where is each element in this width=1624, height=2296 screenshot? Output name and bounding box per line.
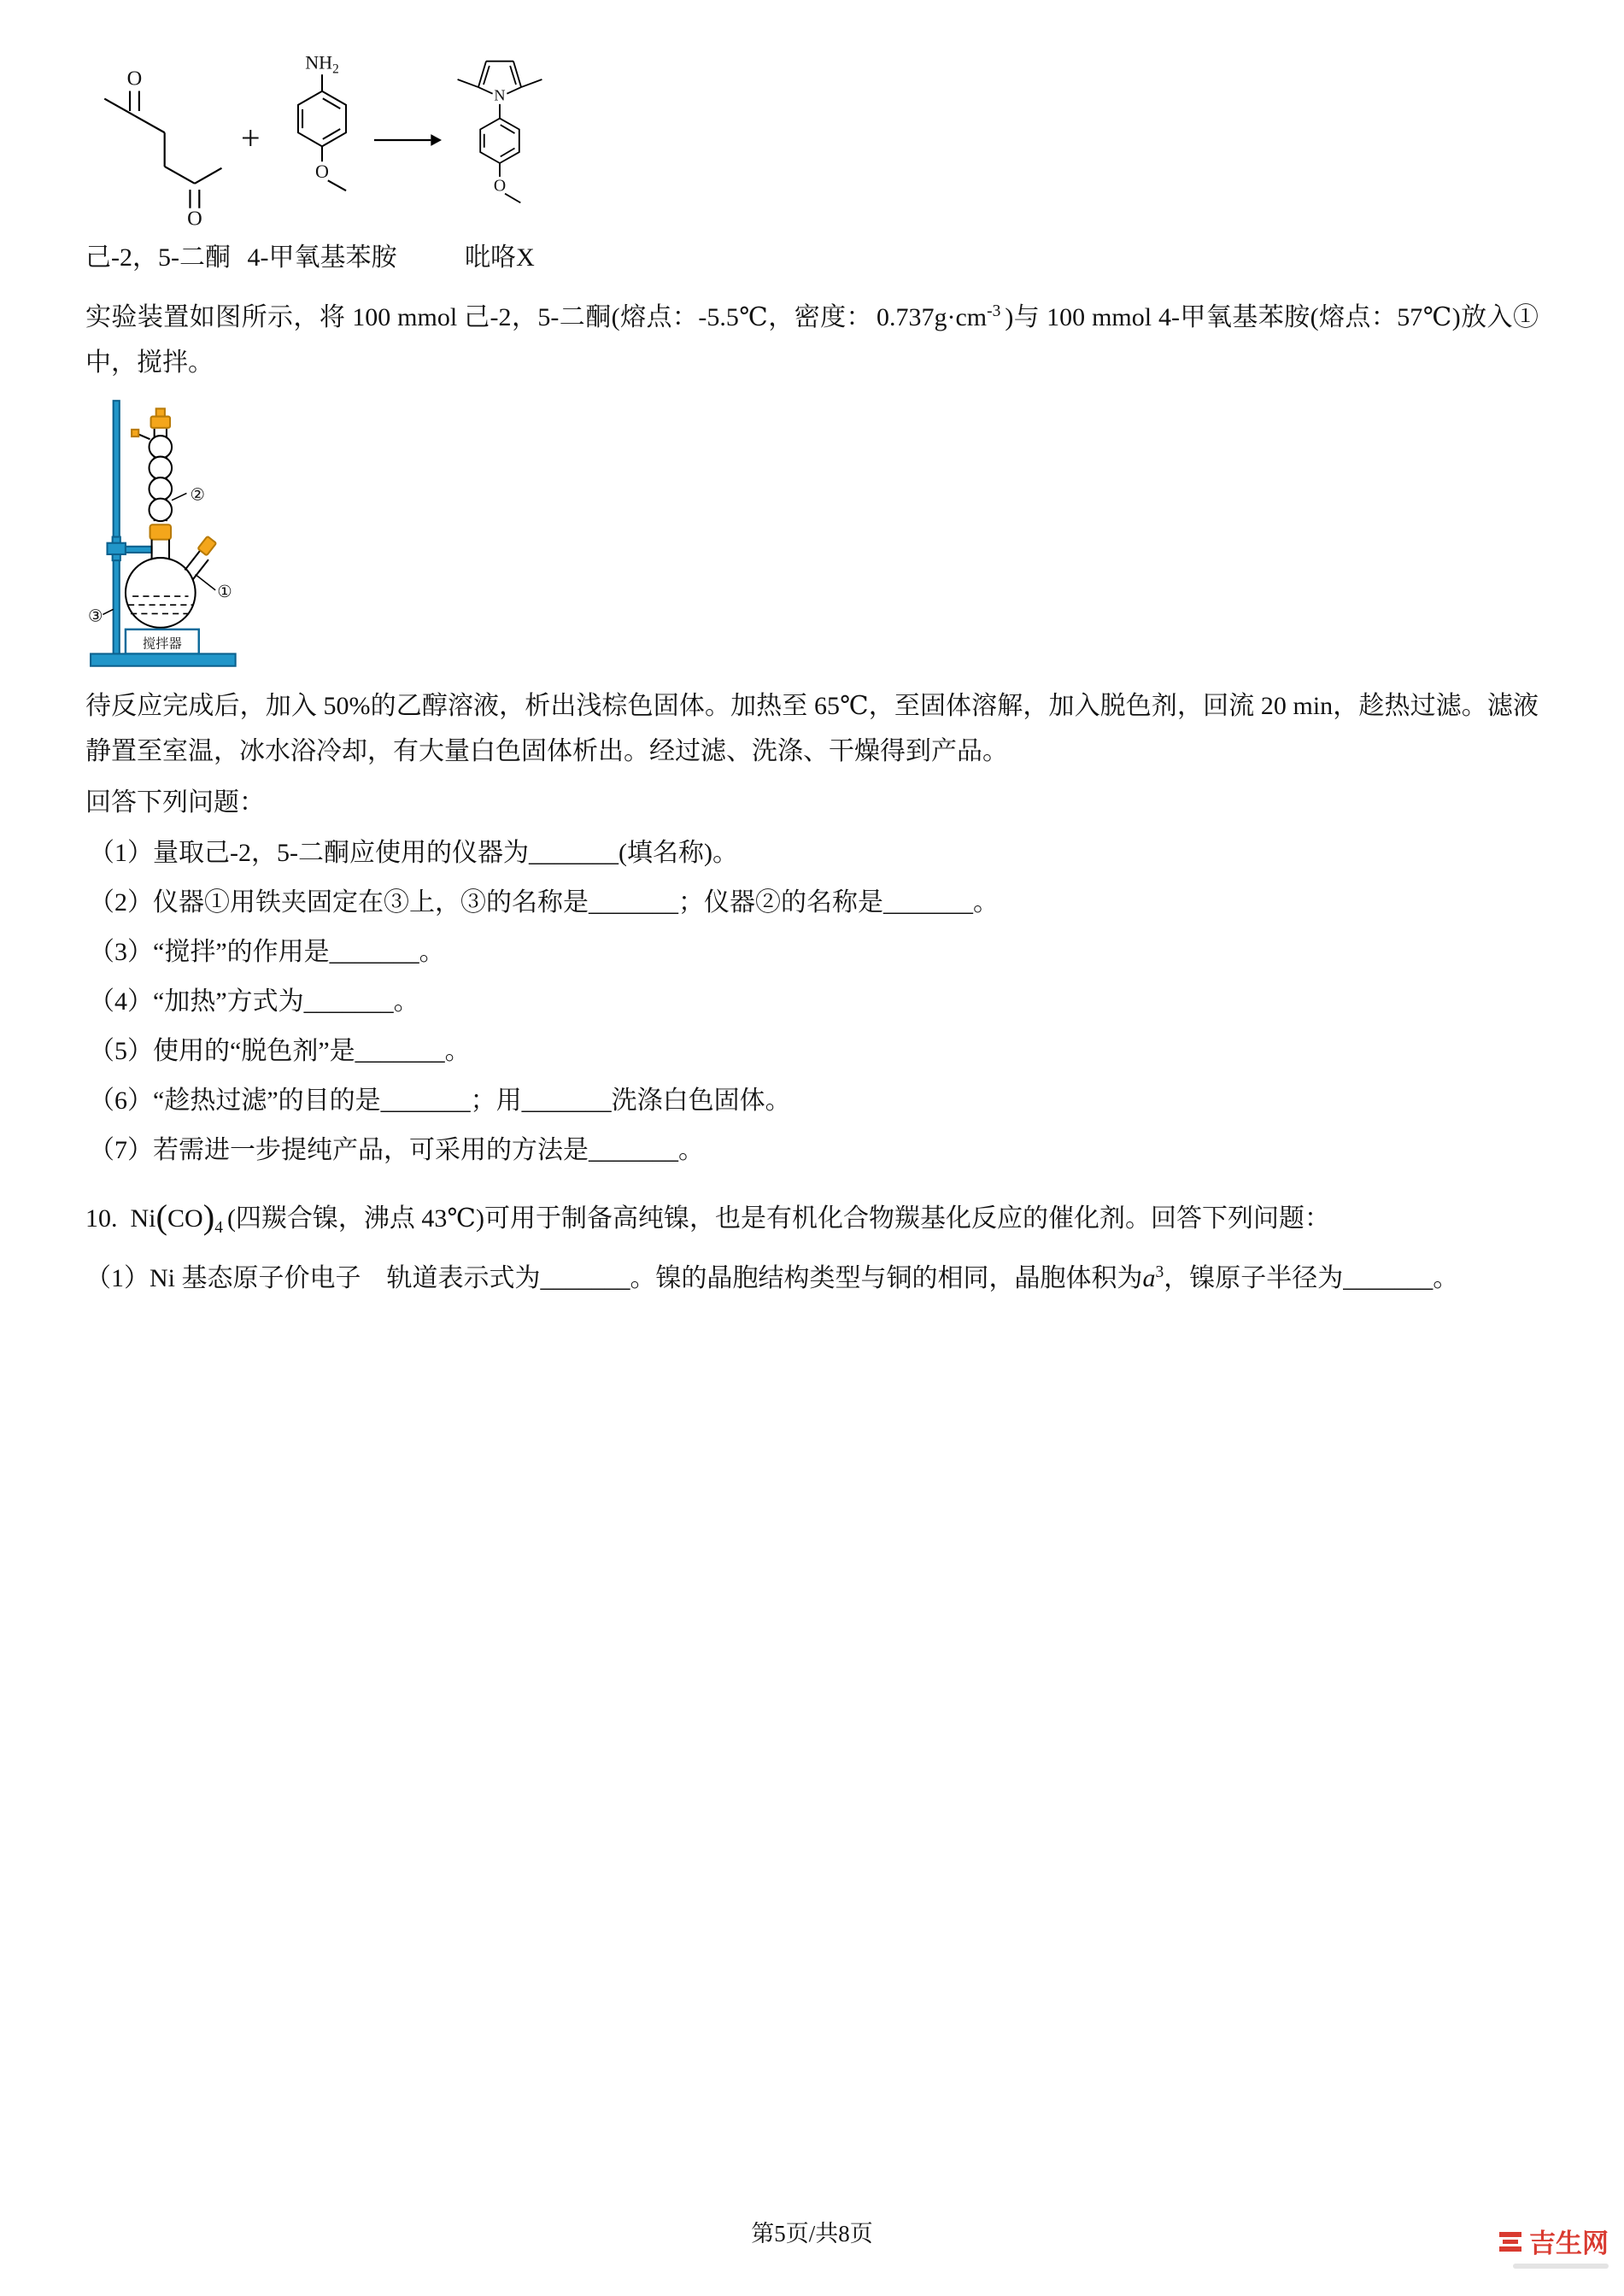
oxygen-atom-label: O xyxy=(315,160,329,182)
apparatus-figure xyxy=(87,397,1539,677)
cell-volume-variable: a xyxy=(1142,1263,1156,1292)
methoxyaniline-structure xyxy=(278,51,366,222)
intro-paragraph xyxy=(85,296,1539,385)
q10-intro xyxy=(85,1186,1539,1249)
condenser-side-tap xyxy=(132,430,138,436)
product-label: 吡咯X xyxy=(465,243,535,272)
label-flask: ① xyxy=(217,583,232,602)
stirrer xyxy=(126,630,199,654)
question-item-1: （1）量取己-2，5-二酮应使用的仪器为_______(填名称)。 xyxy=(89,839,738,867)
nickel-carbonyl-formula: $Ni(CO)_4$ xyxy=(130,1198,223,1237)
site-watermark xyxy=(1498,2222,1609,2269)
pyrrole-product-structure xyxy=(451,50,548,212)
question-item-7: （7）若需进一步提纯产品，可采用的方法是_______。 xyxy=(89,1136,704,1164)
nitrogen-atom-label: N xyxy=(494,86,506,104)
plus-sign: + xyxy=(241,119,261,157)
q10-sub-question-1: （1）Ni 基态原子价电子 轨道表示式为_______。镍的晶胞结构类型与铜的相同，晶胞体积为$a^3$，镍原子半径为_______。 xyxy=(85,1262,1459,1292)
clamp xyxy=(107,537,151,561)
question-item-4: （4）“加热”方式为_______。 xyxy=(89,987,419,1016)
reaction-scheme xyxy=(89,48,619,232)
question-item-5: （5）使用的“脱色剂”是_______。 xyxy=(89,1037,471,1065)
reaction-arrow-icon xyxy=(372,132,443,149)
page-footer: 第5页/共8页 xyxy=(751,2221,873,2246)
question-item-6: （6）“趁热过滤”的目的是_______；用_______洗涤白色固体。 xyxy=(89,1086,791,1115)
q10-number: 10. xyxy=(85,1204,118,1233)
flask-neck-stopper xyxy=(150,524,172,539)
question-item-3: （3）“搅拌”的作用是_______。 xyxy=(89,938,445,966)
questions-intro: 回答下列问题： xyxy=(85,788,265,817)
oxygen-atom-label: O xyxy=(187,207,202,230)
q10-sub1-text-2: ，镍原子半径为_______。 xyxy=(1164,1263,1459,1292)
oxygen-atom-label: O xyxy=(493,176,507,196)
site-logo-text: 吉生网 xyxy=(1529,2229,1609,2258)
intro-text-2: )与 100 mmol 4-甲氧基苯胺(熔点：57℃)放入①中，搅拌。 xyxy=(85,303,1539,377)
q10-text: (四羰合镍，沸点 43℃)可用于制备高纯镍，也是有机化合物羰基化反应的催化剂。回答下列问题： xyxy=(226,1204,1330,1233)
watermark-subtext xyxy=(1513,2264,1609,2269)
stirrer-label: 搅拌器 xyxy=(142,636,182,652)
intro-text-1: 实验装置如图所示，将 100 mmol 己-2，5-二酮(熔点：-5.5℃，密度： xyxy=(85,303,872,331)
reactant2-label: 4-甲氧基苯胺 xyxy=(247,243,397,272)
question-item-2: （2）仪器①用铁夹固定在③上，③的名称是_______；仪器②的名称是_______。 xyxy=(89,888,999,917)
apparatus-diagram xyxy=(87,397,249,673)
hexanedione-structure xyxy=(91,63,226,229)
q10-sub1-text-1: （1）Ni 基态原子价电子 轨道表示式为_______。镍的晶胞结构类型与铜的相同，晶胞体积为 xyxy=(85,1263,1143,1292)
side-neck-stopper xyxy=(197,536,216,556)
condenser-stopper xyxy=(151,408,170,427)
density-formula: $0.737g\cdot cm^{-3}$ xyxy=(876,302,1001,331)
question-list xyxy=(85,833,1539,1171)
oxygen-atom-label: O xyxy=(126,67,143,91)
label-stand: ③ xyxy=(88,607,103,626)
label-condenser: ② xyxy=(190,486,205,505)
reactant1-label: 己-2，5-二酮 xyxy=(85,243,231,272)
scheme-labels xyxy=(85,236,1539,277)
site-logo-icon xyxy=(1498,2229,1523,2253)
procedure-paragraph: 待反应完成后，加入 50%的乙醇溶液，析出浅棕色固体。加热至 65℃，至固体溶解，加入脱色剂，回流 20 min，趁热过滤。滤液静置至室温，冰水浴冷却，有大量白色固体析出。经过滤、洗涤、干燥得到产品。 xyxy=(85,692,1539,765)
condenser xyxy=(138,429,172,521)
amine-group-label: $NH_2$ xyxy=(305,51,339,77)
